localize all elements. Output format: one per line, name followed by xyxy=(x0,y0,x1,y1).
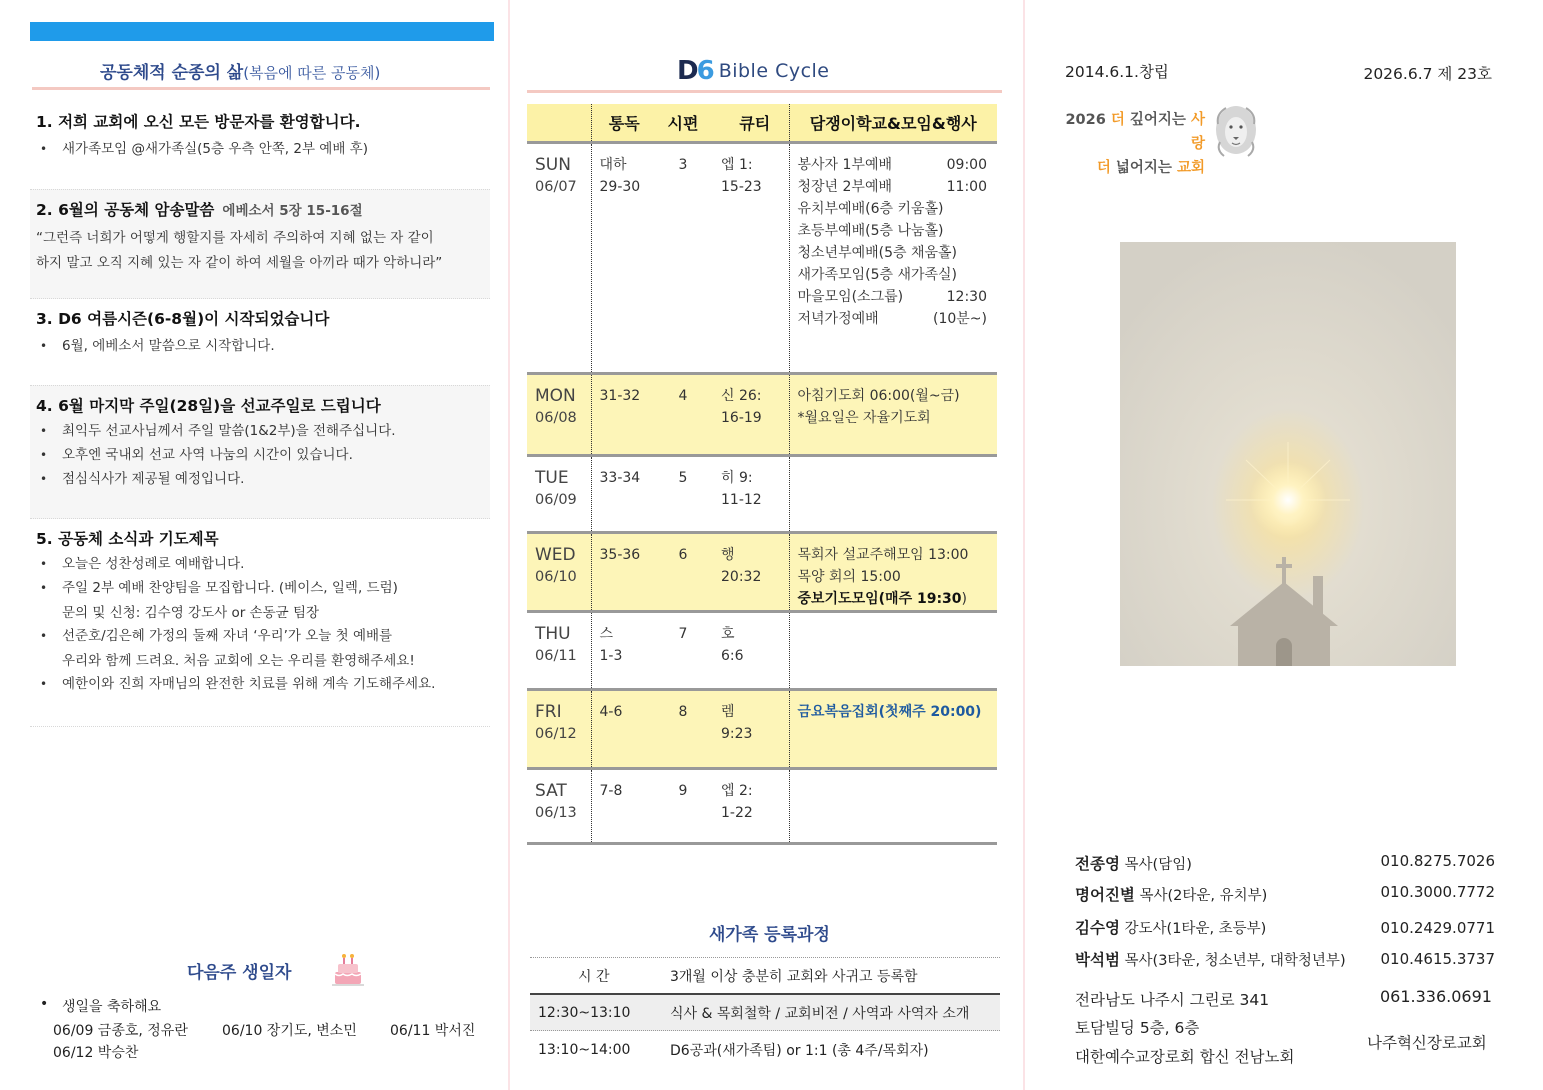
event-line xyxy=(798,242,988,264)
staff-phone: 010.4615.3737 xyxy=(1380,950,1495,968)
event-name: 유치부예배(6층 키움홀) xyxy=(797,200,944,217)
event-line xyxy=(798,588,988,610)
events-cell xyxy=(789,689,997,768)
day-cell xyxy=(527,455,591,532)
notice-heading: 3. D6 여름시즌(6-8월)이 시작되었습니다 xyxy=(36,310,330,328)
event-line xyxy=(798,154,988,176)
events-cell xyxy=(789,768,997,843)
header-psalm: 시편 xyxy=(657,104,709,142)
event-name: 마을모임(소그룹) xyxy=(797,288,904,305)
verse-reference: 에베소서 5장 15-16절 xyxy=(222,203,363,219)
reading-text: 29-30 xyxy=(599,178,641,195)
registration-desc: 3개월 이상 충분히 교회와 사귀고 등록함 xyxy=(670,968,918,985)
reading-cell xyxy=(591,373,657,455)
schedule-row-thu xyxy=(527,611,997,689)
event-line xyxy=(798,566,988,588)
slogan-accent: 더 xyxy=(1096,160,1111,176)
day-date: 06/13 xyxy=(535,804,577,821)
notice-2 xyxy=(30,189,490,299)
reading-text: 33-34 xyxy=(599,469,641,486)
section-subtitle: (복음에 따른 공동체) xyxy=(243,64,381,82)
staff-row xyxy=(1075,852,1495,874)
header-events: 담쟁이학교&모임&행사 xyxy=(789,104,997,142)
staff-name: 명어진별 xyxy=(1075,886,1135,904)
presbytery-name: 대한예수교장로회 합신 전남노회 xyxy=(1075,1048,1295,1066)
column-divider-left xyxy=(508,0,510,1090)
church-phone: 061.336.0691 xyxy=(1380,987,1492,1006)
schedule-row-sat xyxy=(527,768,997,843)
notice-item: • 예한이와 진희 자매님의 완전한 치료를 위해 계속 기도해주세요. xyxy=(40,675,490,693)
event-line xyxy=(798,286,988,308)
event-line xyxy=(798,198,988,220)
staff-phone: 010.8275.7026 xyxy=(1380,852,1495,870)
day-cell xyxy=(527,768,591,843)
birthday-entry: 06/10 장기도, 변소민 xyxy=(222,1023,357,1039)
notice-1 xyxy=(30,110,490,188)
staff-name: 김수영 xyxy=(1075,919,1120,937)
day-cell xyxy=(527,142,591,373)
header-qt: 큐티 xyxy=(709,104,789,142)
qt-cell xyxy=(709,455,789,532)
staff-name: 박석범 xyxy=(1075,951,1120,969)
psalm-cell: 6 xyxy=(657,532,709,611)
event-highlight: 중보기도모임(매주 19:30 xyxy=(797,590,962,607)
birthday-entry: 06/09 금종호, 정유란 xyxy=(53,1023,188,1039)
notice-heading xyxy=(36,198,490,220)
event-line xyxy=(798,220,988,242)
reading-cell xyxy=(591,768,657,843)
reading-cell xyxy=(591,455,657,532)
qt-text: 9:23 xyxy=(721,725,753,742)
notice-item: • 새가족모임 @새가족실(5층 우측 안쪽, 2부 예배 후) xyxy=(40,140,490,158)
logo-digit-6: 6 xyxy=(696,56,713,86)
day-cell xyxy=(527,611,591,689)
notice-3 xyxy=(30,307,490,383)
reading-text: 대하 xyxy=(599,156,627,173)
slogan-accent: 더 xyxy=(1110,112,1125,128)
day-name: THU xyxy=(535,623,571,644)
founded-date: 2014.6.1.창립 xyxy=(1065,63,1169,81)
logo-letter-d: D xyxy=(677,56,697,86)
annual-slogan xyxy=(1055,108,1205,180)
slogan-line-1 xyxy=(1055,108,1205,156)
event-time: 12:30 xyxy=(946,288,987,305)
slogan-line-2 xyxy=(1055,156,1205,180)
qt-cell xyxy=(709,373,789,455)
psalm-cell: 8 xyxy=(657,689,709,768)
registration-time: 13:10~14:00 xyxy=(538,1042,631,1058)
slogan-part: 넓어지는 xyxy=(1110,160,1177,176)
events-cell xyxy=(789,532,997,611)
reading-cell xyxy=(591,689,657,768)
staff-role: 강도사(1타운, 초등부) xyxy=(1119,921,1267,937)
qt-cell xyxy=(709,611,789,689)
reading-text: 35-36 xyxy=(599,546,641,563)
event-name: 청소년부예배(5층 채움홀) xyxy=(797,244,958,261)
schedule-row-tue xyxy=(527,455,997,532)
schedule-row-wed xyxy=(527,532,997,611)
day-name: TUE xyxy=(535,467,569,488)
church-sunrise-image xyxy=(1120,242,1456,666)
event-name: 목회자 설교주해모임 13:00 xyxy=(797,546,969,563)
issue-number: 2026.6.7 제 23호 xyxy=(1363,65,1492,83)
reading-text: 4-6 xyxy=(599,703,623,720)
staff-phone: 010.3000.7772 xyxy=(1380,883,1495,901)
event-time: 09:00 xyxy=(946,156,987,173)
psalm-cell: 3 xyxy=(657,142,709,373)
qt-cell xyxy=(709,689,789,768)
title-underline xyxy=(32,87,490,90)
registration-title: 새가족 등록과정 xyxy=(709,925,830,945)
day-date: 06/11 xyxy=(535,647,577,664)
day-cell xyxy=(527,532,591,611)
events-cell xyxy=(789,455,997,532)
qt-text: 렘 xyxy=(721,703,735,720)
staff-role: 목사(2타운, 유치부) xyxy=(1134,888,1268,904)
reading-text: 스 xyxy=(599,625,614,642)
staff-phone: 010.2429.0771 xyxy=(1380,919,1495,937)
registration-time: 12:30~13:10 xyxy=(538,1004,631,1021)
reading-cell xyxy=(591,532,657,611)
event-line xyxy=(798,407,988,429)
day-name: SAT xyxy=(535,780,567,801)
qt-cell xyxy=(709,768,789,843)
event-highlight: 금요복음집회(첫째주 20:00) xyxy=(797,703,982,720)
qt-text: 11-12 xyxy=(721,491,762,508)
notice-item: • 오늘은 성찬성례로 예배합니다. xyxy=(40,555,490,573)
slogan-part: 깊어지는 xyxy=(1124,112,1191,128)
registration-desc: D6공과(새가족팀) or 1:1 (총 4주/목회자) xyxy=(670,1043,929,1059)
psalm-cell: 5 xyxy=(657,455,709,532)
schedule-row-mon xyxy=(527,373,997,455)
notice-item: • 6월, 에베소서 말씀으로 시작합니다. xyxy=(40,337,490,355)
logo-text: Bible Cycle xyxy=(718,60,830,82)
notice-item: • 선준호/김은혜 가정의 둘째 자녀 ‘우리’가 오늘 첫 예배를 xyxy=(40,627,490,645)
staff-row xyxy=(1075,883,1495,905)
event-line xyxy=(798,385,988,407)
event-line xyxy=(798,544,988,566)
event-line xyxy=(798,264,988,286)
qt-text: 15-23 xyxy=(721,178,762,195)
events-cell xyxy=(789,373,997,455)
middle-column xyxy=(527,0,999,1090)
day-date: 06/12 xyxy=(535,725,577,742)
registration-time: 시 간 xyxy=(578,968,610,985)
logo-underline xyxy=(527,90,1002,93)
right-column xyxy=(1060,0,1500,1090)
church-address-line: 토담빌딩 5층, 6층 xyxy=(1075,1019,1200,1037)
event-suffix: ) xyxy=(961,590,967,607)
qt-text: 엡 2: xyxy=(721,782,753,799)
church-address-line: 전라남도 나주시 그린로 341 xyxy=(1075,991,1270,1009)
day-date: 06/10 xyxy=(535,568,577,585)
notice-item: • 최익두 선교사님께서 주일 말씀(1&2부)을 전해주십니다. xyxy=(40,422,490,440)
notice-item-continuation: 우리와 함께 드려요. 처음 교회에 오는 우리를 환영해주세요! xyxy=(62,653,415,669)
notice-item-continuation: 문의 및 신청: 김수영 강도사 or 손동균 팀장 xyxy=(62,605,320,621)
psalm-cell: 7 xyxy=(657,611,709,689)
day-name: SUN xyxy=(535,154,571,175)
day-cell xyxy=(527,373,591,455)
day-name: WED xyxy=(535,544,576,565)
slogan-part: 2026 xyxy=(1065,112,1111,128)
schedule-row-fri xyxy=(527,689,997,768)
events-cell xyxy=(789,142,997,373)
header-day xyxy=(527,104,591,142)
registration-row xyxy=(530,1031,1000,1069)
event-name: 초등부예배(5층 나눔홀) xyxy=(797,222,944,239)
qt-cell xyxy=(709,532,789,611)
event-name: 청장년 2부예배 xyxy=(797,178,893,195)
qt-text: 6:6 xyxy=(721,647,744,664)
psalm-cell: 9 xyxy=(657,768,709,843)
memory-verse xyxy=(36,226,490,276)
event-name: *월요일은 자율기도회 xyxy=(797,409,931,426)
event-line xyxy=(798,176,988,198)
notice-5 xyxy=(30,527,490,727)
weekly-schedule-table xyxy=(527,104,997,845)
staff-row xyxy=(1075,916,1495,938)
notice-4 xyxy=(30,385,490,519)
section-title xyxy=(100,58,380,83)
column-divider-right xyxy=(1023,0,1025,1090)
notice-heading: 5. 공동체 소식과 기도제목 xyxy=(36,530,219,548)
d6-logo-icon xyxy=(677,56,713,86)
event-time: 11:00 xyxy=(946,178,987,195)
registration-table xyxy=(530,957,1000,1069)
qt-text: 히 9: xyxy=(721,469,753,486)
day-name: FRI xyxy=(535,701,562,722)
staff-role: 목사(3타운, 청소년부, 대학청년부) xyxy=(1119,953,1346,969)
birthday-bullet: • 생일을 축하해요 xyxy=(40,996,161,1016)
staff-role: 목사(담임) xyxy=(1119,857,1192,873)
reading-text: 7-8 xyxy=(599,782,623,799)
event-name: 저녁가정예배 xyxy=(797,310,879,327)
registration-row xyxy=(530,995,1000,1031)
registration-header-row xyxy=(530,957,1000,995)
birthday-entry: 06/11 박서진 xyxy=(390,1023,476,1039)
notice-item: • 오후엔 국내외 선교 사역 나눔의 시간이 있습니다. xyxy=(40,446,490,464)
day-name: MON xyxy=(535,385,576,406)
reading-text: 31-32 xyxy=(599,387,641,404)
qt-text: 행 xyxy=(721,546,735,563)
lion-logo-icon xyxy=(1214,104,1258,160)
event-time: (10분~) xyxy=(933,310,987,327)
qt-text: 호 xyxy=(721,625,735,642)
verse-line: “그런즉 너희가 어떻게 행할지를 자세히 주의하여 지혜 없는 자 같이 xyxy=(36,230,434,246)
day-date: 06/08 xyxy=(535,409,577,426)
events-cell xyxy=(789,611,997,689)
schedule-header-row xyxy=(527,104,997,142)
qt-text: 엡 1: xyxy=(721,156,753,173)
birthday-entry: 06/12 박승찬 xyxy=(53,1045,139,1061)
reading-cell xyxy=(591,611,657,689)
qt-text: 1-22 xyxy=(721,804,753,821)
qt-text: 신 26: xyxy=(721,387,762,404)
notice-item: • 주일 2부 예배 찬양팀을 모집합니다. (베이스, 일렉, 드럼) xyxy=(40,579,490,597)
section-title-text: 공동체적 순종의 삶 xyxy=(100,63,244,83)
event-name: 아침기도회 06:00(월~금) xyxy=(797,387,960,404)
staff-name: 전종영 xyxy=(1075,855,1120,873)
left-column xyxy=(30,0,490,1090)
registration-desc: 식사 & 목회철학 / 교회비전 / 사역과 사역자 소개 xyxy=(670,1005,970,1022)
event-name: 봉사자 1부예배 xyxy=(797,156,893,173)
verse-line: 하지 말고 오직 지혜 있는 자 같이 하여 세월을 아끼라 때가 악하니라” xyxy=(36,255,443,271)
day-cell xyxy=(527,689,591,768)
reading-cell xyxy=(591,142,657,373)
psalm-cell: 4 xyxy=(657,373,709,455)
day-date: 06/07 xyxy=(535,178,577,195)
day-date: 06/09 xyxy=(535,491,577,508)
slogan-accent: 교회 xyxy=(1176,160,1205,176)
notice-heading: 4. 6월 마지막 주일(28일)을 선교주일로 드립니다 xyxy=(36,397,381,415)
notice-item: • 점심식사가 제공될 예정입니다. xyxy=(40,470,490,488)
qt-cell xyxy=(709,142,789,373)
event-name: 목양 회의 15:00 xyxy=(797,568,901,585)
slogan-accent: 사랑 xyxy=(1190,112,1205,152)
bible-cycle-logo xyxy=(677,56,830,86)
qt-text: 20:32 xyxy=(721,568,762,585)
birthday-cake-icon xyxy=(330,950,366,988)
church-name: 나주혁신장로교회 xyxy=(1367,1034,1487,1052)
header-bar xyxy=(30,22,494,41)
reading-text: 1-3 xyxy=(599,647,623,664)
birthday-title: 다음주 생일자 xyxy=(187,963,292,983)
header-reading: 통독 xyxy=(591,104,657,142)
event-name: 새가족모임(5층 새가족실) xyxy=(797,266,958,283)
event-line xyxy=(798,308,988,330)
notice-heading-text: 2. 6월의 공동체 암송말씀 xyxy=(36,201,215,219)
schedule-row-sun xyxy=(527,142,997,373)
staff-row xyxy=(1075,948,1495,970)
qt-text: 16-19 xyxy=(721,409,762,426)
notice-heading: 1. 저희 교회에 오신 모든 방문자를 환영합니다. xyxy=(36,113,361,131)
